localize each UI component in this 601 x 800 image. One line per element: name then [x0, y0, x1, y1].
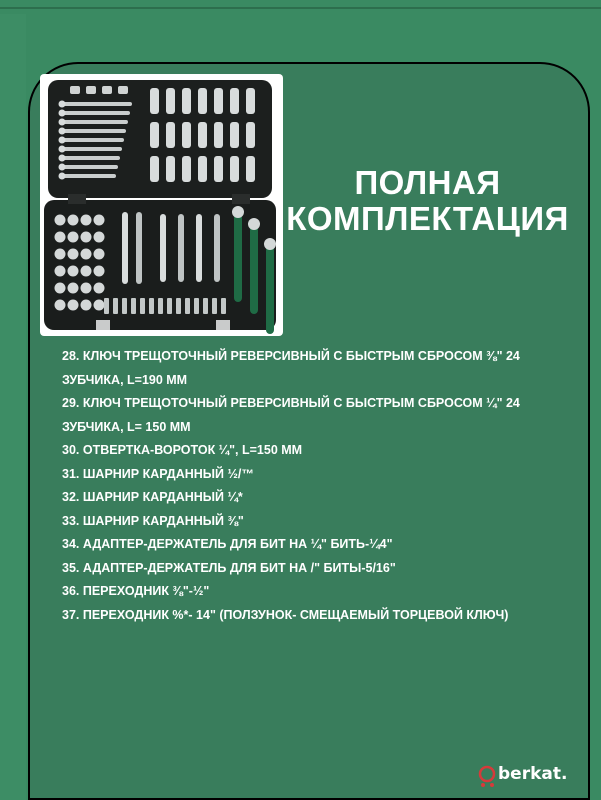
small-socket-shape [55, 283, 66, 294]
wrench-shape [62, 174, 116, 178]
socket-shape [150, 156, 159, 182]
parts-list [62, 345, 562, 627]
list-item: 29. КЛЮЧ ТРЕЩОТОЧНЫЙ РЕВЕРСИВНЫЙ С БЫСТРЫМ СБРОСОМ ¼" 24 [62, 396, 520, 410]
list-item: 32. ШАРНИР КАРДАННЫЙ ¼* [62, 490, 243, 504]
socket-shape [198, 88, 207, 114]
berkat-logo [476, 760, 596, 792]
list-item: 30. ОТВЕРТКА-ВОРОТОК ¼", L=150 ММ [62, 443, 303, 457]
small-socket-shape [68, 283, 79, 294]
wrench-head-shape [59, 146, 66, 153]
bit-shape [149, 298, 154, 314]
small-socket-shape [81, 249, 92, 260]
list-item: 36. ПЕРЕХОДНИК ⅜"-½" [62, 584, 210, 598]
socket-shape [166, 88, 175, 114]
wrench-head-shape [59, 119, 66, 126]
bit-shape [167, 298, 172, 314]
extension-bar-shape [136, 212, 142, 284]
list-item: ЗУБЧИКА, L= 150 ММ [62, 419, 191, 434]
bit-shape [185, 298, 190, 314]
adapter-shape [118, 86, 128, 94]
extension-bar-shape [214, 214, 220, 282]
socket-shape [230, 122, 239, 148]
bit-shape [140, 298, 145, 314]
wrench-shape [62, 102, 132, 106]
small-socket-shape [55, 249, 66, 260]
socket-shape [214, 88, 223, 114]
small-socket-shape [55, 215, 66, 226]
socket-shape [182, 156, 191, 182]
bit-shape [212, 298, 217, 314]
adapter-shape [70, 86, 80, 94]
wrench-head-shape [59, 137, 66, 144]
title-line-1: ПОЛНАЯ [354, 164, 501, 201]
small-socket-shape [94, 266, 105, 277]
ratchet-head-shape [232, 206, 244, 218]
small-socket-shape [94, 232, 105, 243]
list-item: 35. АДАПТЕР-ДЕРЖАТЕЛЬ ДЛЯ БИТ НА /" БИТЫ-5/16" [62, 560, 396, 575]
small-socket-shape [94, 215, 105, 226]
wrench-shape [62, 165, 118, 169]
socket-shape [166, 122, 175, 148]
small-socket-shape [81, 283, 92, 294]
wrench-head-shape [59, 173, 66, 180]
logo-text: berkat. [498, 764, 568, 784]
bit-shape [158, 298, 163, 314]
cart-icon [476, 764, 498, 788]
small-socket-shape [94, 283, 105, 294]
bit-shape [194, 298, 199, 314]
adapter-shape [86, 86, 96, 94]
wrench-shape [62, 129, 126, 133]
ratchet-head-shape [248, 218, 260, 230]
socket-shape [198, 122, 207, 148]
ratchet-head-shape [264, 238, 276, 250]
wrench-head-shape [59, 101, 66, 108]
ratchet-handle-shape [250, 224, 258, 314]
wrench-shape [62, 111, 130, 115]
socket-shape [230, 88, 239, 114]
socket-shape [214, 156, 223, 182]
small-socket-shape [94, 249, 105, 260]
adapter-shape [102, 86, 112, 94]
wrench-head-shape [59, 128, 66, 135]
small-socket-shape [81, 300, 92, 311]
small-socket-shape [68, 232, 79, 243]
list-item: 33. ШАРНИР КАРДАННЫЙ ⅜" [62, 513, 244, 528]
small-socket-shape [68, 266, 79, 277]
small-socket-shape [55, 232, 66, 243]
title-line-2: КОМПЛЕКТАЦИЯ [286, 200, 569, 237]
list-item: ЗУБЧИКА, L=190 ММ [62, 372, 188, 387]
bit-shape [203, 298, 208, 314]
small-socket-shape [55, 300, 66, 311]
wrench-head-shape [59, 164, 66, 171]
small-socket-shape [55, 266, 66, 277]
small-socket-shape [81, 215, 92, 226]
socket-shape [166, 156, 175, 182]
bit-shape [104, 298, 109, 314]
socket-shape [182, 88, 191, 114]
small-socket-shape [68, 300, 79, 311]
page-title [285, 165, 570, 237]
list-item: 28. КЛЮЧ ТРЕЩОТОЧНЫЙ РЕВЕРСИВНЫЙ С БЫСТРЫМ СБРОСОМ ⅜" 24 [62, 349, 520, 363]
bit-shape [131, 298, 136, 314]
list-item: 34. АДАПТЕР-ДЕРЖАТЕЛЬ ДЛЯ БИТ НА ¼" БИТЬ-¼4" [62, 537, 393, 551]
socket-shape [246, 122, 255, 148]
wrench-shape [62, 156, 120, 160]
ratchet-handle-shape [266, 244, 274, 334]
small-socket-shape [81, 232, 92, 243]
side-strip [0, 14, 26, 800]
ratchet-handle-shape [234, 212, 242, 302]
socket-shape [182, 122, 191, 148]
socket-shape [150, 122, 159, 148]
extension-bar-shape [178, 214, 184, 282]
small-socket-shape [81, 266, 92, 277]
wrench-shape [62, 120, 128, 124]
socket-shape [246, 88, 255, 114]
small-socket-shape [68, 249, 79, 260]
top-divider [0, 7, 601, 9]
wrench-shape [62, 138, 124, 142]
bit-shape [113, 298, 118, 314]
socket-shape [198, 156, 207, 182]
list-item: 37. ПЕРЕХОДНИК %*- 14" (ПОЛЗУНОК- СМЕЩАЕМЫЙ ТОРЦЕВОЙ КЛЮЧ) [62, 607, 509, 622]
list-item: 31. ШАРНИР КАРДАННЫЙ ½/™ [62, 466, 254, 481]
tool-case-image [40, 74, 283, 336]
extension-bar-shape [196, 214, 202, 282]
bit-shape [122, 298, 127, 314]
wrench-shape [62, 147, 122, 151]
wrench-head-shape [59, 110, 66, 117]
extension-bar-shape [122, 212, 128, 284]
extension-bar-shape [160, 214, 166, 282]
socket-shape [230, 156, 239, 182]
socket-shape [214, 122, 223, 148]
socket-shape [246, 156, 255, 182]
small-socket-shape [94, 300, 105, 311]
small-socket-shape [68, 215, 79, 226]
bit-shape [176, 298, 181, 314]
socket-shape [150, 88, 159, 114]
wrench-head-shape [59, 155, 66, 162]
bit-shape [221, 298, 226, 314]
